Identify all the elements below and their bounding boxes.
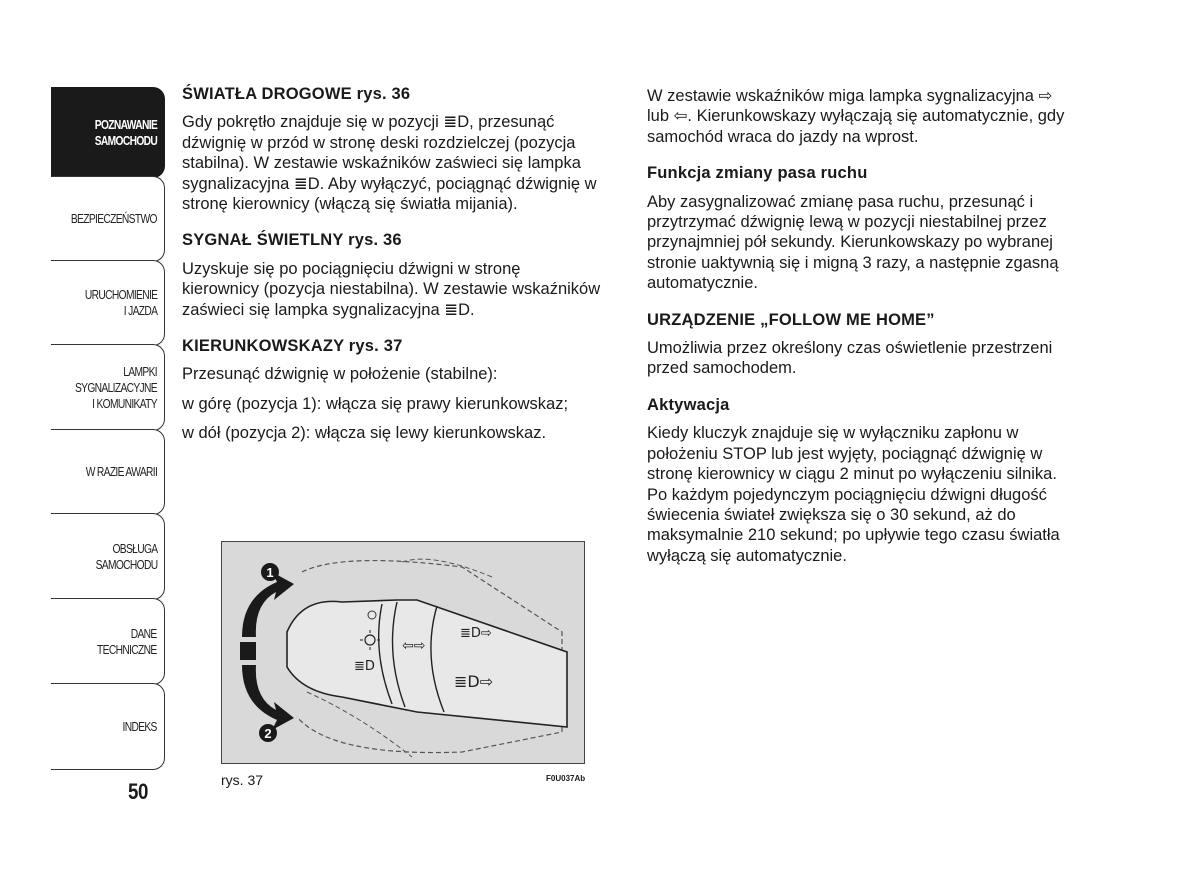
section-text-indicators-3: w dół (pozycja 2): włącza się lewy kierunkowskaz.	[182, 424, 547, 443]
figure-stalk-illustration	[221, 541, 585, 764]
flash-icon: ≣D⇨	[454, 672, 494, 691]
tab-label: INDEKS	[122, 719, 157, 734]
section-text-indicators-1: Przesunąć dźwignię w położenie (stabilne):	[182, 365, 498, 384]
page-number: 50	[128, 779, 148, 804]
section-title-follow-me-home: URZĄDZENIE „FOLLOW ME HOME”	[647, 310, 935, 329]
tab-label: URUCHOMIENIE I JAZDA	[84, 288, 157, 318]
tab-label: POZNAWANIE SAMOCHODU	[94, 117, 157, 148]
marker-1-label: 1	[266, 565, 274, 580]
section-text-flash: Uzyskuje się po pociągnięciu dźwigni w stronę kierownicy (pozycja niestabilna). W zestawie wskaźników zaświeci się lampka sygnalizacyjna ≣D.	[182, 259, 601, 319]
stalk-body	[287, 600, 567, 727]
section-title-indicators: KIERUNKOWSKAZY rys. 37	[182, 337, 403, 356]
section-text-activation-1: Kiedy kluczyk znajduje się w wyłączniku zapłonu w położeniu STOP lub jest wyjęty, pociągnąć dźwignię w stronę kierownicy w ciągu 2 minut po wyłączeniu silnika.	[647, 424, 1057, 484]
tab-dane-techniczne[interactable]	[51, 598, 165, 685]
section-text-high-beam: Gdy pokrętło znajduje się w pozycji ≣D, przesunąć dźwignię w przód w stronę deski rozdzielczej (pozycja stabilna). W zestawie wskaźników zaświeci się lampka sygnalizacyjna ≣D. Aby wyłączyć, pociągnąć dźwignię w stronę kierownicy (włączą się światła mijania).	[182, 113, 597, 214]
arrow-middle-bar	[240, 642, 256, 660]
stalk-drawing	[222, 542, 583, 762]
figure-caption: rys. 37	[221, 772, 264, 788]
arrow-down-icon	[242, 665, 294, 730]
tab-indeks[interactable]	[51, 683, 165, 770]
low-beam-icon: ≣D	[354, 659, 375, 674]
tab-label: OBSŁUGA SAMOCHODU	[95, 541, 157, 572]
column-right	[647, 86, 1077, 566]
tab-uruchomienie-i-jazda[interactable]	[51, 260, 165, 346]
tab-label: W RAZIE AWARII	[85, 465, 157, 479]
turn-signals-icon: ⇦⇨	[402, 638, 426, 654]
intro-text: W zestawie wskaźników miga lampka sygnalizacyjna ⇨ lub ⇦. Kierunkowskazy wyłączają się automatycznie, gdy samochód wraca do jazdy na wprost.	[647, 87, 1065, 146]
tab-w-razie-awarii[interactable]	[51, 429, 165, 515]
section-title-high-beam: ŚWIATŁA DROGOWE rys. 36	[182, 85, 411, 103]
tab-bezpieczenstwo[interactable]	[51, 176, 165, 262]
marker-2-label: 2	[264, 726, 272, 741]
section-title-flash: SYGNAŁ ŚWIETLNY rys. 36	[182, 231, 402, 250]
tab-obsluga-samochodu[interactable]	[51, 513, 165, 600]
high-beam-icon: ≣D⇨	[460, 626, 492, 641]
section-text-activation-2: Po każdym pojedynczym pociągnięciu dźwigni długość świecenia świateł zwiększa się o 30 sekund, aż do maksymalnie 210 sekund; po upływie tego czasu światła wyłączą się automatycznie.	[647, 485, 1060, 565]
section-title-lane-change: Funkcja zmiany pasa ruchu	[647, 164, 868, 183]
section-title-activation: Aktywacja	[647, 395, 730, 414]
tab-label: DANE TECHNICZNE	[97, 626, 157, 657]
tab-label: LAMPKI SYGNALIZACYJNE I KOMUNIKATY	[75, 364, 157, 411]
tab-lampki-sygnalizacyjne[interactable]	[51, 344, 165, 431]
tab-poznawanie-samochodu[interactable]	[51, 87, 165, 178]
column-left	[182, 84, 602, 453]
section-text-follow-me-home: Umożliwia przez określony czas oświetlenie przestrzeni przed samochodem.	[647, 339, 1053, 378]
section-text-lane-change: Aby zasygnalizować zmianę pasa ruchu, przesunąć i przytrzymać dźwignię lewą w pozycji niestabilnej przez przynajmniej pół sekundy. Kierunkowskazy po wybranej stronie uaktywnią się i migną 3 razy, a następnie zgasną automatycznie.	[647, 192, 1059, 293]
arrow-up-icon	[242, 572, 294, 637]
tab-label: BEZPIECZEŃSTWO	[71, 212, 157, 226]
figure-code: F0U037Ab	[546, 774, 586, 783]
section-text-indicators-2: w górę (pozycja 1): włącza się prawy kierunkowskaz;	[182, 394, 569, 413]
